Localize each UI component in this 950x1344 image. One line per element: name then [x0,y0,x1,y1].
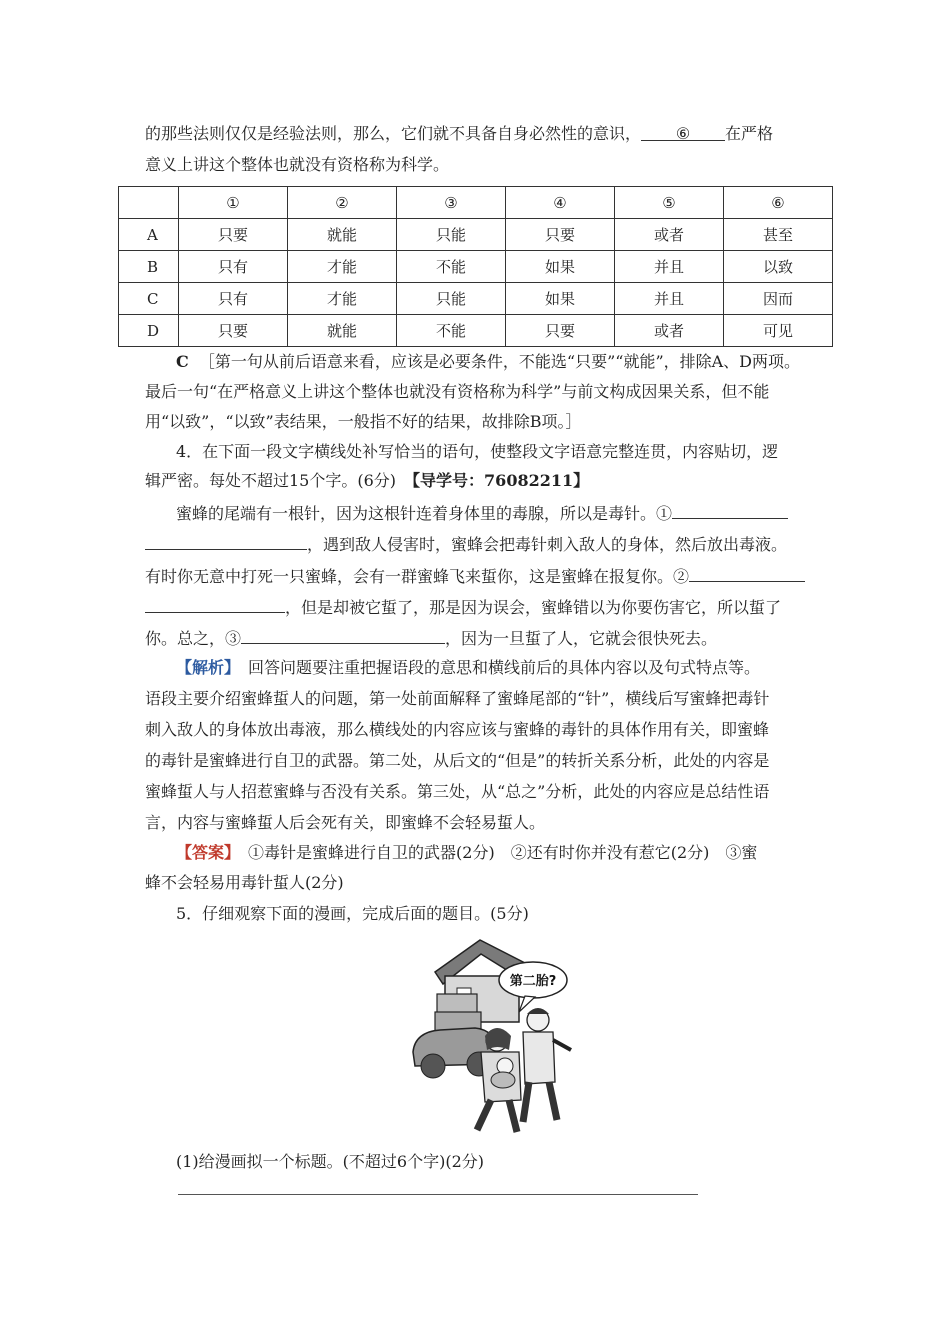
analysis-line-1 [176,658,760,678]
paragraph-text: 蜜蜂的尾端有一根针，因为这根针连着身体里的毒腺，所以是毒针。① [176,504,673,523]
car-wheel-icon [421,1054,445,1078]
table-cell: 只要 [179,315,288,347]
row-label: D [119,315,179,347]
father-arm-icon [553,1040,571,1050]
row-label: B [119,251,179,283]
answer-text: ①毒针是蜜蜂进行自卫的武器(2分) ②还有时你并没有惹它(2分) ③蜜 [248,843,758,862]
table-row [119,315,833,347]
passage-line-2: 意义上讲这个整体也就没有资格称为科学。 [145,155,450,174]
row-label: C [119,283,179,315]
answer-blank-1[interactable] [672,502,788,519]
table-header: ③ [397,187,506,219]
table-header: ④ [506,187,615,219]
q3-answer-line-3: 用“以致”，“以致”表结果，一般指不好的结果，故排除B项。］ [145,412,582,431]
table-cell: 或者 [615,315,724,347]
table-cell: 如果 [506,283,615,315]
answer-blank-2[interactable] [689,565,805,582]
family-burden-cartoon [405,932,580,1137]
title-answer-line[interactable] [178,1194,698,1195]
answer-blank-2-cont[interactable] [145,596,285,613]
table-cell: 以致 [724,251,833,283]
table-cell: 只能 [397,219,506,251]
table-cell: 如果 [506,251,615,283]
answer-blank-3[interactable] [241,627,445,644]
blank-6 [641,124,725,141]
table-cell: 才能 [288,251,397,283]
blank-label: ⑥ [675,124,691,143]
analysis-text: 回答问题要注重把握语段的意思和横线前后的具体内容以及句式特点等。 [248,658,761,677]
paragraph-text: 有时你无意中打死一只蜜蜂，会有一群蜜蜂飞来蜇你，这是蜜蜂在报复你。② [145,567,690,586]
table-cell: 只要 [506,315,615,347]
q5-prompt: 5．仔细观察下面的漫画，完成后面的题目。(5分) [176,904,529,923]
table-header: ① [179,187,288,219]
analysis-line-3: 刺入敌人的身体放出毒液，那么横线处的内容应该与蜜蜂的毒针的具体作用有关，即蜜蜂 [145,720,770,739]
table-cell: 甚至 [724,219,833,251]
table-cell: 并且 [615,283,724,315]
table-row [119,283,833,315]
analysis-line-6: 言，内容与蜜蜂蜇人后会死有关，即蜜蜂不会轻易蜇人。 [145,813,546,832]
table-row [119,219,833,251]
q4-paragraph-line-5 [145,627,717,649]
table-cell: 只有 [179,283,288,315]
table-header-row [119,187,833,219]
table-cell: 才能 [288,283,397,315]
passage-text: 的那些法则仅仅是经验法则，那么，它们就不具备自身必然性的意识， [145,124,642,143]
mother-legs-icon [477,1100,517,1132]
baby-body-icon [491,1072,515,1088]
table-cell: 可见 [724,315,833,347]
passage-text: 在严格 [725,124,774,143]
table-cell: 并且 [615,251,724,283]
analysis-line-4: 的毒针是蜜蜂进行自卫的武器。第二处，从后文的“但是”的转折关系分析，此处的内容是 [145,751,770,770]
options-table [118,186,833,347]
table-cell: 因而 [724,283,833,315]
analysis-line-2: 语段主要介绍蜜蜂蜇人的问题，第一处前面解释了蜜蜂尾部的“针”，横线后写蜜蜂把毒针 [145,689,770,708]
mother-hair-icon [485,1028,511,1050]
q3-answer-line-2: 最后一句“在严格意义上讲这个整体也就没有资格称为科学”与前文构成因果关系，但不能 [145,382,770,401]
paragraph-text: ，但是却被它蜇了，那是因为误会，蜜蜂错以为你要伤害它，所以蜇了 [285,598,782,617]
speech-bubble-text: 第二胎? [509,974,557,989]
table-header: ⑥ [724,187,833,219]
paragraph-text: ，因为一旦蜇了人，它就会很快死去。 [445,629,718,648]
table-cell [119,187,179,219]
table-row [119,251,833,283]
table-cell: 或者 [615,219,724,251]
father-legs-icon [523,1082,557,1122]
guide-ref-number: 【导学号：76082211】 [412,471,590,490]
paragraph-text: ，遇到敌人侵害时，蜜蜂会把毒针刺入敌人的身体，然后放出毒液。 [307,535,788,554]
paragraph-text: 你。总之，③ [145,629,242,648]
box-icon [437,994,477,1014]
q4-paragraph-line-2 [145,533,787,555]
father-hair-icon [527,1008,549,1014]
analysis-line-5: 蜜蜂蜇人与人招惹蜜蜂与否没有关系。第三处，从“总之”分析，此处的内容应是总结性语 [145,782,770,801]
q3-answer-line-1 [176,352,800,372]
table-cell: 只要 [506,219,615,251]
table-cell: 就能 [288,219,397,251]
answer-blank-1-cont[interactable] [145,533,307,550]
q4-paragraph-line-3 [145,565,805,587]
answer-line-2: 蜂不会轻易用毒针蜇人(2分) [145,873,344,892]
table-header: ② [288,187,397,219]
row-label: A [119,219,179,251]
answer-line-1 [176,843,757,863]
q4-paragraph-line-4 [145,596,781,618]
answer-letter: C [176,352,189,371]
table-cell: 不能 [397,251,506,283]
q4-prompt-line-1: 4．在下面一段文字横线处补写恰当的语句，使整段文字语意完整连贯，内容贴切，逻 [176,442,779,461]
table-cell: 只有 [179,251,288,283]
q4-paragraph-line-1 [176,502,788,524]
father-body-icon [523,1032,555,1084]
table-cell: 只能 [397,283,506,315]
passage-line-1 [145,124,773,144]
answer-tag: 【答案】 [176,843,233,862]
q4-prompt-text: 辑严密。每处不超过15个字。(6分) [145,471,397,490]
table-cell: 只要 [179,219,288,251]
q4-prompt-line-2 [145,471,589,491]
table-cell: 就能 [288,315,397,347]
q5-sub1-prompt: (1)给漫画拟一个标题。(不超过6个字)(2分) [176,1152,484,1171]
table-cell: 不能 [397,315,506,347]
analysis-tag: 【解析】 [176,658,233,677]
table-header: ⑤ [615,187,724,219]
answer-text: ［第一句从前后语意来看，应该是必要条件，不能选“只要”“就能”，排除A、D两项。 [198,352,801,371]
